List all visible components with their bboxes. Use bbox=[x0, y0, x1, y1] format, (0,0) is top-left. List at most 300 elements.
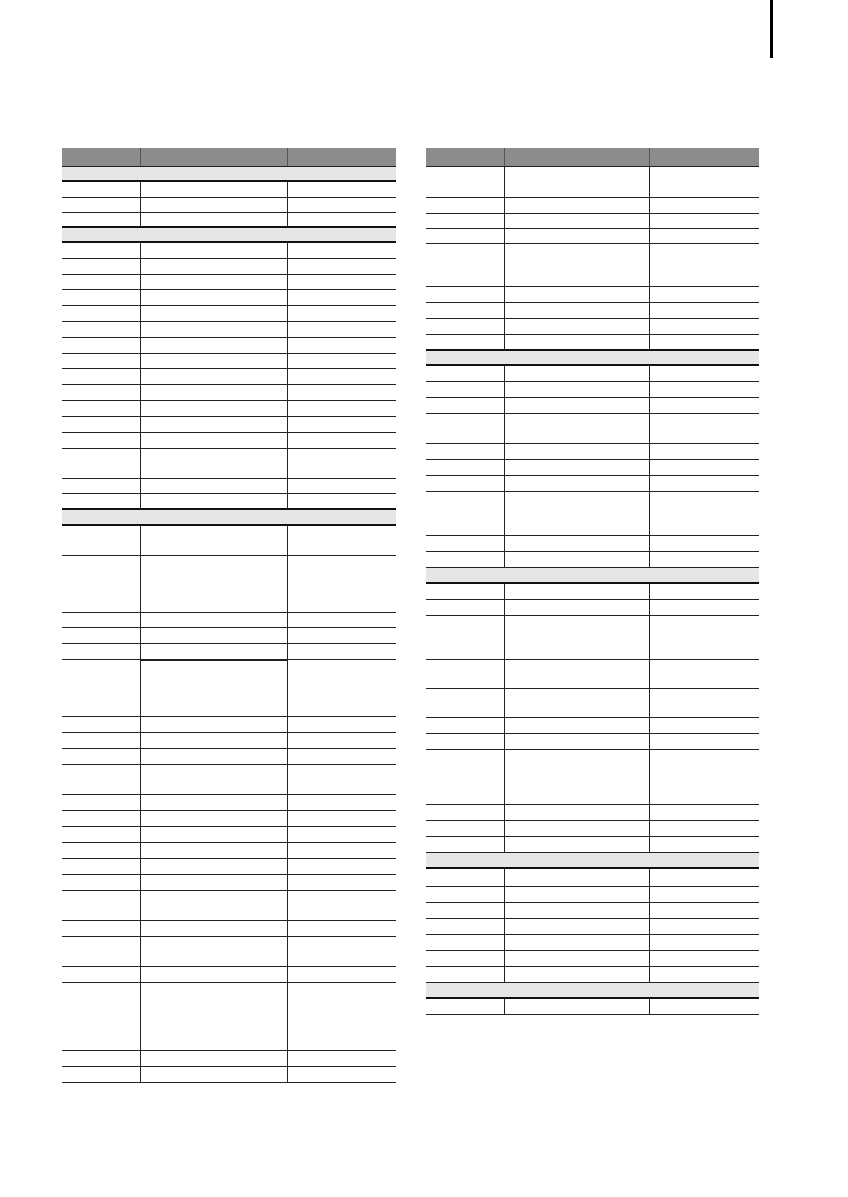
left_table-table-cell bbox=[62, 875, 141, 890]
right_table-table-cell bbox=[650, 600, 759, 615]
left_table-table-cell bbox=[288, 937, 396, 966]
right_table-table-row bbox=[426, 366, 759, 382]
right_table-table-cell bbox=[505, 287, 650, 302]
right_table-table-row bbox=[426, 689, 759, 718]
right_table-table-cell bbox=[650, 718, 759, 733]
right_table-table-row bbox=[426, 935, 759, 951]
right_table-table-row bbox=[426, 919, 759, 935]
left_table-table-cell bbox=[62, 385, 141, 400]
right_table-table-cell bbox=[426, 903, 505, 918]
left_table-table-row bbox=[62, 433, 396, 449]
left_table-table-row bbox=[62, 628, 396, 644]
right_table-table-row bbox=[426, 734, 759, 750]
left_table-table-row bbox=[62, 733, 396, 749]
left_table-section-row bbox=[62, 228, 396, 243]
right_table-table-cell bbox=[505, 244, 650, 286]
right_table-table-cell bbox=[426, 689, 505, 717]
right_table-table-cell bbox=[650, 536, 759, 551]
right_table-table-cell bbox=[650, 967, 759, 982]
left_table-table-cell bbox=[141, 733, 288, 748]
left_table-table-cell bbox=[288, 827, 396, 842]
right_table-header-cell bbox=[650, 148, 759, 166]
left_table-table-cell bbox=[62, 401, 141, 416]
right_table-table-cell bbox=[650, 805, 759, 820]
left_table-table-cell bbox=[62, 660, 141, 716]
right_table-table-cell bbox=[650, 335, 759, 349]
left_table-table-row bbox=[62, 811, 396, 827]
right_table-table-cell bbox=[426, 414, 505, 443]
left_table-table-cell bbox=[62, 795, 141, 810]
right_table-table-cell bbox=[650, 366, 759, 381]
right_table-table-cell bbox=[650, 444, 759, 459]
left_table-table-cell bbox=[288, 306, 396, 321]
left_table-header-cell bbox=[141, 148, 288, 166]
right_table-table-cell bbox=[505, 734, 650, 749]
left_table-table-row bbox=[62, 182, 396, 198]
right_table-table-cell bbox=[650, 750, 759, 804]
right_table-table-cell bbox=[650, 616, 759, 659]
left_table-table-cell bbox=[141, 1067, 288, 1082]
right_table-section-title bbox=[426, 568, 759, 582]
right_table-table-cell bbox=[505, 476, 650, 491]
right_table-table-row bbox=[426, 287, 759, 303]
right_table-table-cell bbox=[426, 229, 505, 243]
left_table-table-row bbox=[62, 660, 396, 717]
left_table-table-cell bbox=[288, 875, 396, 890]
right_table-table-cell bbox=[650, 951, 759, 966]
left_table-table-cell bbox=[288, 644, 396, 659]
right_table-table-cell bbox=[650, 935, 759, 950]
right_table-table-cell bbox=[426, 460, 505, 475]
left_table-table-cell bbox=[288, 385, 396, 400]
left_table-table-cell bbox=[141, 479, 288, 493]
left_table-table-row bbox=[62, 479, 396, 494]
left_table-table-row bbox=[62, 354, 396, 369]
right_table-table-row bbox=[426, 303, 759, 319]
left_table-table-cell bbox=[62, 1051, 141, 1066]
left_table-header-cell bbox=[288, 148, 396, 166]
left_table-table-cell bbox=[288, 859, 396, 874]
right_table-table-cell bbox=[505, 460, 650, 475]
left_table-table-cell bbox=[62, 613, 141, 627]
right-table bbox=[426, 148, 759, 1015]
right_table-table-cell bbox=[426, 999, 505, 1014]
right_table-table-cell bbox=[650, 869, 759, 886]
left_table-table-cell bbox=[62, 628, 141, 643]
right_table-table-row bbox=[426, 600, 759, 616]
right_table-table-cell bbox=[505, 999, 650, 1014]
right_table-table-row bbox=[426, 476, 759, 492]
left_table-table-row bbox=[62, 306, 396, 322]
right_table-table-cell bbox=[426, 837, 505, 852]
right_table-table-cell bbox=[426, 198, 505, 213]
left_table-table-row bbox=[62, 243, 396, 259]
left_table-table-cell bbox=[62, 967, 141, 982]
left_table-table-cell bbox=[141, 494, 288, 508]
left_table-table-cell bbox=[288, 433, 396, 448]
right_table-table-cell bbox=[650, 229, 759, 243]
right_table-table-cell bbox=[426, 734, 505, 749]
left_table-table-row bbox=[62, 417, 396, 433]
left_table-table-cell bbox=[141, 937, 288, 966]
left_table-table-cell bbox=[288, 613, 396, 627]
left_table-table-row bbox=[62, 795, 396, 811]
right_table-table-cell bbox=[426, 616, 505, 659]
right_table-table-cell bbox=[426, 584, 505, 599]
right_table-table-row bbox=[426, 382, 759, 398]
left_table-table-cell bbox=[288, 182, 396, 197]
right_table-table-cell bbox=[505, 919, 650, 934]
right_table-table-cell bbox=[505, 536, 650, 551]
left_table-table-row bbox=[62, 338, 396, 354]
left_table-table-cell bbox=[62, 417, 141, 432]
right_table-table-cell bbox=[426, 967, 505, 982]
right_table-table-row bbox=[426, 967, 759, 983]
right_table-table-cell bbox=[426, 303, 505, 318]
left_table-table-cell bbox=[141, 369, 288, 384]
right_table-table-cell bbox=[650, 837, 759, 852]
left_table-table-cell bbox=[288, 1051, 396, 1066]
right_table-table-cell bbox=[505, 584, 650, 599]
left_table-table-cell bbox=[288, 660, 396, 716]
left_table-table-row bbox=[62, 213, 396, 228]
right_table-table-cell bbox=[505, 903, 650, 918]
left_table-table-row bbox=[62, 275, 396, 290]
left_table-table-cell bbox=[141, 811, 288, 826]
right_table-table-cell bbox=[650, 734, 759, 749]
left_table-table-cell bbox=[62, 338, 141, 353]
left_table-table-row bbox=[62, 644, 396, 660]
left_table-table-row bbox=[62, 875, 396, 891]
left_table-table-cell bbox=[62, 717, 141, 732]
left_table-table-cell bbox=[62, 433, 141, 448]
left_table-table-cell bbox=[288, 843, 396, 858]
left_table-section-title bbox=[62, 167, 396, 180]
left_table-table-cell bbox=[62, 859, 141, 874]
left_table-table-row bbox=[62, 449, 396, 479]
right_table-table-cell bbox=[505, 335, 650, 349]
right_table-table-cell bbox=[505, 750, 650, 804]
left_table-table-cell bbox=[288, 338, 396, 353]
left_table-table-cell bbox=[288, 417, 396, 432]
left_table-table-cell bbox=[288, 526, 396, 555]
left_table-table-row bbox=[62, 198, 396, 213]
left_table-table-cell bbox=[62, 275, 141, 289]
left_table-table-row bbox=[62, 1051, 396, 1067]
left_table-table-cell bbox=[288, 198, 396, 212]
right_table-table-cell bbox=[505, 214, 650, 228]
right_table-table-cell bbox=[426, 600, 505, 615]
right_table-table-row bbox=[426, 229, 759, 244]
left_table-table-cell bbox=[141, 354, 288, 368]
left_table-table-cell bbox=[141, 338, 288, 353]
right_table-table-row bbox=[426, 999, 759, 1015]
left_table-table-row bbox=[62, 967, 396, 983]
right_table-table-cell bbox=[505, 398, 650, 413]
right_table-table-cell bbox=[650, 660, 759, 688]
left_table-table-cell bbox=[62, 983, 141, 1050]
left_table-table-cell bbox=[141, 556, 288, 612]
left_table-table-cell bbox=[288, 749, 396, 764]
right_table-table-cell bbox=[650, 319, 759, 334]
left_table-table-cell bbox=[62, 182, 141, 197]
left_table-table-row bbox=[62, 827, 396, 843]
left_table-table-cell bbox=[141, 644, 288, 659]
left_table-table-cell bbox=[288, 354, 396, 368]
left_table-table-cell bbox=[141, 967, 288, 982]
right_table-table-cell bbox=[505, 492, 650, 535]
right_table-table-cell bbox=[505, 444, 650, 459]
left_table-table-cell bbox=[288, 811, 396, 826]
right_table-table-row bbox=[426, 198, 759, 214]
right_table-table-row bbox=[426, 167, 759, 198]
left_table-table-cell bbox=[62, 556, 141, 612]
left_table-table-row bbox=[62, 749, 396, 765]
right_table-table-row bbox=[426, 414, 759, 444]
right_table-table-row bbox=[426, 244, 759, 287]
right_table-table-cell bbox=[426, 660, 505, 688]
left_table-table-row bbox=[62, 937, 396, 967]
right_table-table-row bbox=[426, 887, 759, 903]
left_table-table-cell bbox=[141, 749, 288, 764]
left_table-table-cell bbox=[288, 449, 396, 478]
right_table-table-cell bbox=[650, 244, 759, 286]
right_table-table-row bbox=[426, 869, 759, 887]
left_table-table-row bbox=[62, 369, 396, 385]
right_table-table-cell bbox=[505, 805, 650, 820]
left_table-table-row bbox=[62, 556, 396, 613]
left_table-table-cell bbox=[62, 937, 141, 966]
right_table-table-cell bbox=[650, 460, 759, 475]
left_table-table-cell bbox=[288, 983, 396, 1050]
left_table-table-row bbox=[62, 526, 396, 556]
right_table-table-cell bbox=[505, 616, 650, 659]
left_table-table-cell bbox=[288, 733, 396, 748]
left_table-table-cell bbox=[288, 479, 396, 493]
left_table-table-cell bbox=[62, 644, 141, 659]
right_table-table-cell bbox=[650, 303, 759, 318]
right_table-table-cell bbox=[650, 689, 759, 717]
right_table-table-cell bbox=[426, 821, 505, 836]
right_table-table-cell bbox=[505, 319, 650, 334]
right_table-table-row bbox=[426, 335, 759, 351]
left_table-table-cell bbox=[288, 717, 396, 732]
right_table-table-cell bbox=[426, 887, 505, 902]
right_table-table-row bbox=[426, 492, 759, 536]
left_table-table-cell bbox=[62, 749, 141, 764]
left_table-table-cell bbox=[288, 795, 396, 810]
left_table-table-cell bbox=[288, 290, 396, 305]
right_table-table-cell bbox=[505, 967, 650, 982]
left_table-header-cell bbox=[62, 148, 141, 166]
right_table-section-row bbox=[426, 853, 759, 869]
right_table-table-cell bbox=[426, 536, 505, 551]
left_table-table-cell bbox=[62, 1067, 141, 1082]
left_table-table-row bbox=[62, 385, 396, 401]
right_table-table-cell bbox=[650, 198, 759, 213]
left_table-table-cell bbox=[141, 765, 288, 794]
right_table-table-row bbox=[426, 398, 759, 414]
right_table-table-cell bbox=[650, 903, 759, 918]
right_table-table-cell bbox=[426, 366, 505, 381]
left_table-table-cell bbox=[288, 275, 396, 289]
left_table-table-cell bbox=[288, 322, 396, 337]
left_table-table-cell bbox=[141, 385, 288, 400]
left_table-table-cell bbox=[141, 1051, 288, 1066]
right_table-table-cell bbox=[426, 335, 505, 349]
left_table-table-cell bbox=[62, 921, 141, 936]
left_table-table-cell bbox=[62, 259, 141, 274]
left_table-table-cell bbox=[288, 369, 396, 384]
left_table-table-cell bbox=[288, 259, 396, 274]
right_table-table-cell bbox=[426, 444, 505, 459]
right_table-table-cell bbox=[426, 951, 505, 966]
right_table-table-cell bbox=[505, 935, 650, 950]
right_table-table-cell bbox=[650, 887, 759, 902]
left_table-table-cell bbox=[62, 369, 141, 384]
left_table-table-row bbox=[62, 921, 396, 937]
right_table-table-row bbox=[426, 584, 759, 600]
left_table-table-cell bbox=[141, 613, 288, 627]
left_table-table-row bbox=[62, 891, 396, 921]
right_table-table-cell bbox=[650, 999, 759, 1014]
left_table-table-cell bbox=[62, 494, 141, 508]
left_table-table-cell bbox=[141, 306, 288, 321]
right_table-table-cell bbox=[650, 821, 759, 836]
right_table-table-row bbox=[426, 214, 759, 229]
left_table-table-cell bbox=[62, 827, 141, 842]
right_table-table-cell bbox=[650, 414, 759, 443]
left_table-table-cell bbox=[288, 401, 396, 416]
right_table-table-row bbox=[426, 750, 759, 805]
left_table-table-cell bbox=[62, 733, 141, 748]
left_table-table-cell bbox=[62, 243, 141, 258]
right_table-header-cell bbox=[505, 148, 650, 166]
left_table-table-cell bbox=[288, 1067, 396, 1082]
left_table-table-row bbox=[62, 717, 396, 733]
left_table-table-cell bbox=[288, 967, 396, 982]
right_table-table-cell bbox=[505, 382, 650, 397]
left_table-table-cell bbox=[62, 479, 141, 493]
left_table-table-cell bbox=[62, 449, 141, 478]
right_table-table-cell bbox=[650, 919, 759, 934]
right_table-section-title bbox=[426, 351, 759, 364]
right_table-table-cell bbox=[426, 718, 505, 733]
right_table-table-row bbox=[426, 552, 759, 568]
right_table-table-cell bbox=[505, 229, 650, 243]
left-table bbox=[62, 148, 396, 1083]
left_table-table-cell bbox=[62, 322, 141, 337]
right_table-table-cell bbox=[650, 398, 759, 413]
right_table-table-row bbox=[426, 319, 759, 335]
left_table-table-row bbox=[62, 259, 396, 275]
left_table-table-cell bbox=[288, 628, 396, 643]
right_table-table-row bbox=[426, 460, 759, 476]
right_table-table-cell bbox=[426, 869, 505, 886]
right_table-table-cell bbox=[505, 414, 650, 443]
right_table-table-cell bbox=[426, 167, 505, 197]
right_table-table-cell bbox=[505, 869, 650, 886]
left_table-header-row bbox=[62, 148, 396, 167]
right_table-table-cell bbox=[650, 492, 759, 535]
left_table-table-cell bbox=[141, 213, 288, 226]
left_table-section-row bbox=[62, 167, 396, 182]
right_table-table-cell bbox=[505, 552, 650, 567]
left_table-table-cell bbox=[141, 275, 288, 289]
left_table-table-cell bbox=[141, 433, 288, 448]
left_table-table-row bbox=[62, 494, 396, 510]
right_table-section-row bbox=[426, 568, 759, 584]
right_table-table-cell bbox=[426, 287, 505, 302]
left_table-table-cell bbox=[141, 983, 288, 1050]
left_table-table-cell bbox=[141, 401, 288, 416]
right_table-table-cell bbox=[426, 492, 505, 535]
left_table-table-cell bbox=[62, 354, 141, 368]
left_table-table-cell bbox=[62, 843, 141, 858]
right_table-table-cell bbox=[650, 584, 759, 599]
right_table-table-row bbox=[426, 837, 759, 853]
right_table-table-cell bbox=[650, 287, 759, 302]
left_table-table-row bbox=[62, 290, 396, 306]
left_table-table-cell bbox=[288, 494, 396, 508]
right_table-table-cell bbox=[426, 919, 505, 934]
left_table-table-cell bbox=[62, 891, 141, 920]
right_table-table-cell bbox=[426, 750, 505, 804]
right_table-table-cell bbox=[505, 167, 650, 197]
left_table-table-row bbox=[62, 765, 396, 795]
left_table-table-cell bbox=[141, 417, 288, 432]
right_table-table-cell bbox=[650, 382, 759, 397]
left_table-table-cell bbox=[288, 765, 396, 794]
left_table-table-cell bbox=[141, 891, 288, 920]
page-edge-marker bbox=[770, 0, 773, 58]
right_table-table-cell bbox=[505, 689, 650, 717]
left_table-table-cell bbox=[288, 891, 396, 920]
left_table-table-cell bbox=[141, 290, 288, 305]
right_table-table-cell bbox=[505, 600, 650, 615]
left_table-table-cell bbox=[141, 628, 288, 643]
left_table-table-cell bbox=[141, 526, 288, 555]
right_table-table-cell bbox=[505, 887, 650, 902]
right_table-table-cell bbox=[426, 476, 505, 491]
right_table-table-cell bbox=[426, 319, 505, 334]
right_table-table-row bbox=[426, 660, 759, 689]
left_table-table-row bbox=[62, 322, 396, 338]
left_table-table-cell bbox=[288, 921, 396, 936]
right_table-table-cell bbox=[426, 382, 505, 397]
left_table-table-cell bbox=[141, 827, 288, 842]
right_table-table-cell bbox=[650, 214, 759, 228]
right_table-table-cell bbox=[505, 951, 650, 966]
left_table-table-cell bbox=[288, 213, 396, 226]
right_table-table-cell bbox=[505, 303, 650, 318]
left_table-table-cell bbox=[62, 213, 141, 226]
left_table-table-cell bbox=[141, 660, 288, 716]
left_table-table-cell bbox=[62, 290, 141, 305]
right_table-table-cell bbox=[426, 935, 505, 950]
right_table-table-row bbox=[426, 805, 759, 821]
left_table-table-cell bbox=[288, 243, 396, 258]
left_table-table-cell bbox=[141, 449, 288, 478]
right_table-table-cell bbox=[505, 821, 650, 836]
left_table-table-cell bbox=[141, 243, 288, 258]
right_table-table-row bbox=[426, 616, 759, 660]
right_table-section-title bbox=[426, 983, 759, 997]
left_table-table-row bbox=[62, 843, 396, 859]
right_table-table-row bbox=[426, 536, 759, 552]
left_table-table-cell bbox=[141, 843, 288, 858]
left_table-table-cell bbox=[288, 556, 396, 612]
